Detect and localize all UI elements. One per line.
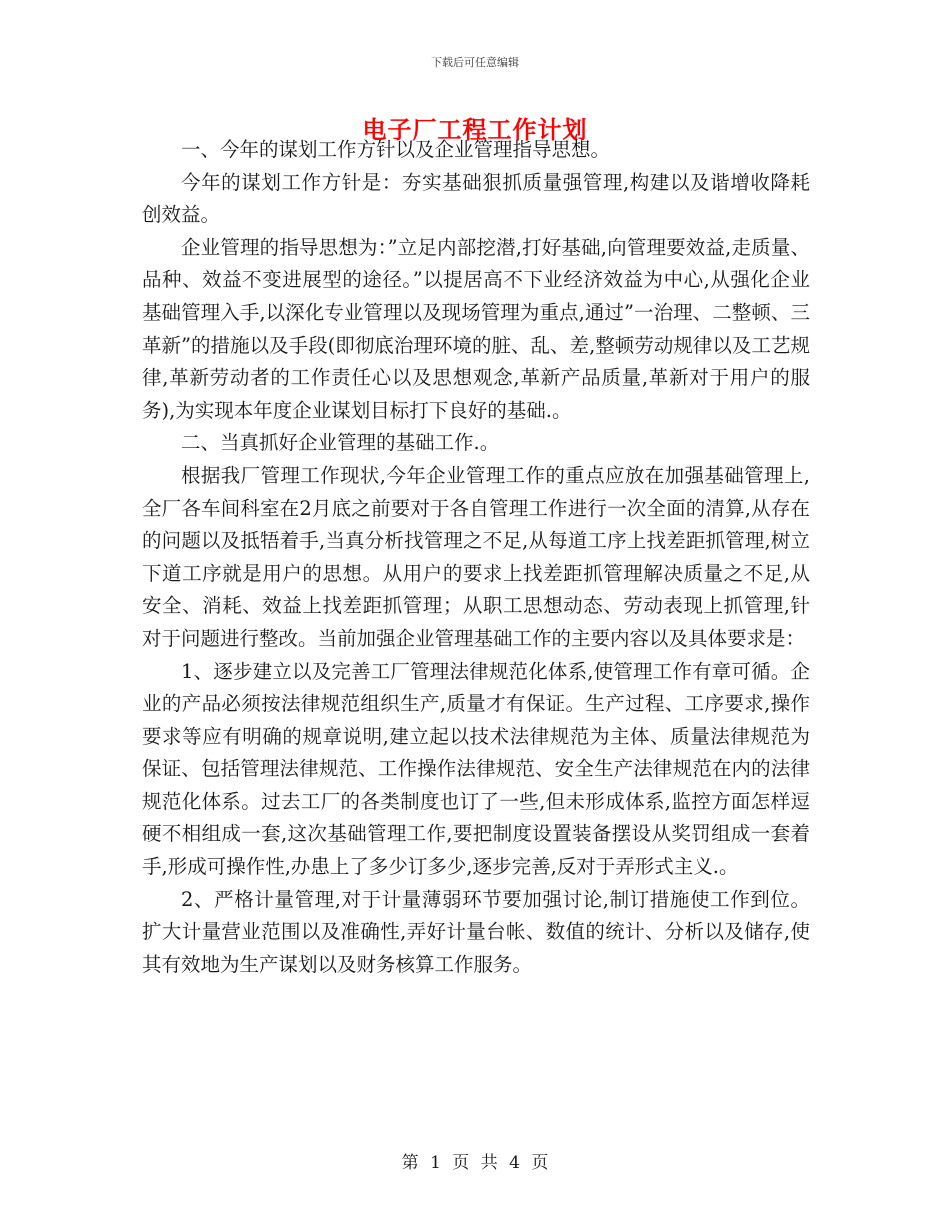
paragraph-section-2-heading: 二、当真抓好企业管理的基础工作.。 <box>181 431 500 455</box>
paragraph-policy: 今年的谋划工作方针是：夯实基础狠抓质量强管理,构建以及谐增收降耗创效益。 <box>142 170 810 227</box>
paragraph-section-1-heading: 一、今年的谋划工作方针以及企业管理指导思想。 <box>181 138 611 161</box>
paragraph-item-2: 2、严格计量管理,对于计量薄弱环节要加强讨论,制订措施使工作到位。扩大计量营业范围以及准确性,弄好计量台帐、数值的统计、分析以及储存,使其有效地为生产谋划以及财务核算工作服务。 <box>142 887 810 976</box>
page-number-footer: 第 1 页 共 4 页 <box>401 1153 549 1173</box>
header-note: 下载后可任意编辑 <box>431 56 519 69</box>
paragraph-item-1: 1、逐步建立以及完善工厂管理法律规范化体系,使管理工作有章可循。企业的产品必须按法律规范组织生产,质量才有保证。生产过程、工序要求,操作要求等应有明确的规章说明,建立起以技术法律规范为主体、质量法律规范为保证、包括管理法律规范、工作操作法律规范、安全生产法律规范在内的法律规范化体系。过去工厂的各类制度也订了一些,但未形成体系,监控方面怎样逗硬不相组成一套,这次基础管理工作,要把制度设置装备摆设从奖罚组成一套着手,形成可操作性,办患上了多少订多少,逐步完善,反对于弄形式主义.。 <box>142 659 810 879</box>
document-body <box>142 134 810 981</box>
paragraph-guiding-ideology: 企业管理的指导思想为：”立足内部挖潜,打好基础,向管理要效益,走质量、品种、效益不变进展型的途径。”以提居高不下业经济效益为中心,从强化企业基础管理入手,以深化专业管理以及现场管理为重点,通过”一治理、二整顿、三革新”的措施以及手段(即彻底治理环境的脏、乱、差,整顿劳动规律以及工艺规律,革新劳动者的工作责任心以及思想观念,革新产品质量,革新对于用户的服务),为实现本年度企业谋划目标打下良好的基础.。 <box>142 235 810 422</box>
document-title: 电子厂工程工作计划 <box>362 115 588 144</box>
paragraph-current-status: 根据我厂管理工作现状,今年企业管理工作的重点应放在加强基础管理上,全厂各车间科室在2月底之前要对于各自管理工作进行一次全面的清算,从存在的问题以及抵牾着手,当真分析找管理之不足,从每道工序上找差距抓管理,树立下道工序就是用户的思想。从用户的要求上找差距抓管理解决质量之不足,从安全、消耗、效益上找差距抓管理；从职工思想动态、劳动表现上抓管理,针对于问题进行整改。当前加强企业管理基础工作的主要内容以及具体要求是： <box>142 463 810 650</box>
